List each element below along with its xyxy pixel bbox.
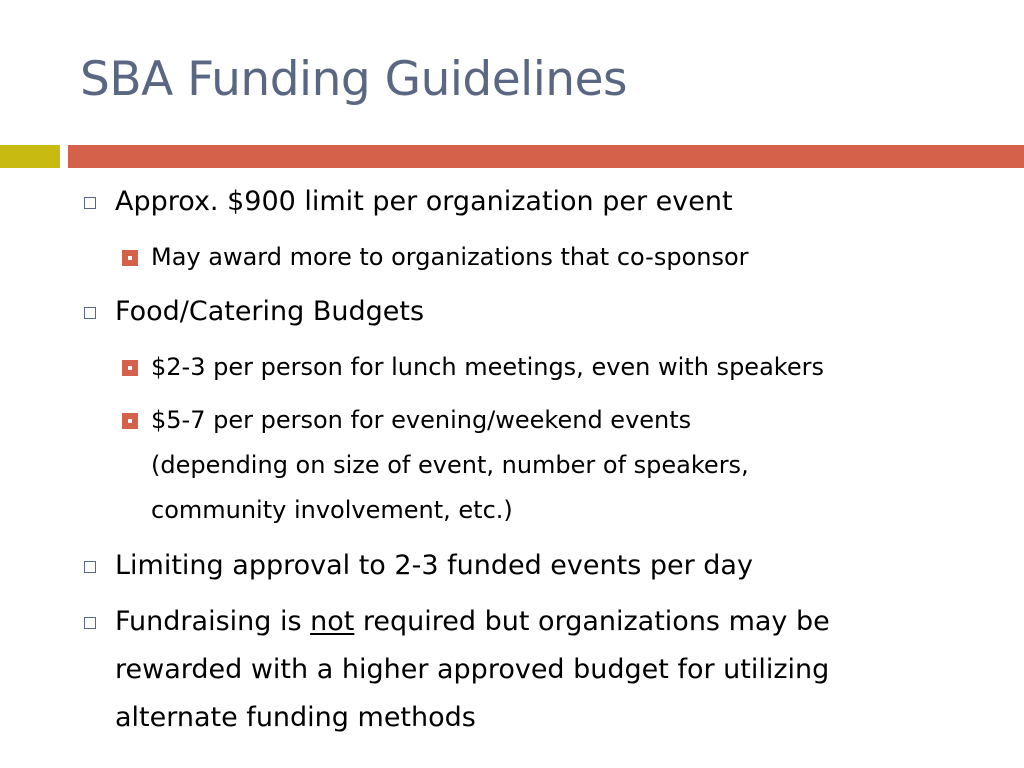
hollow-square-bullet-icon — [84, 617, 96, 629]
sub-bullet-text: May award more to organizations that co-sponsor — [151, 243, 749, 271]
accent-bar-right — [68, 145, 1024, 168]
sub-bullet-text-line: community involvement, etc.) — [151, 496, 513, 524]
filled-square-bullet-icon — [122, 413, 138, 429]
bullet-text: Limiting approval to 2-3 funded events per day — [115, 550, 753, 581]
hollow-square-bullet-icon — [84, 561, 96, 573]
sub-bullet-text: $2-3 per person for lunch meetings, even with speakers — [151, 353, 824, 381]
bullet-text-segment: required but organizations may be — [354, 606, 830, 637]
sub-bullet-text-line: (depending on size of event, number of speakers, — [151, 451, 749, 479]
sub-bullet-text-line: $5-7 per person for evening/weekend events — [151, 406, 692, 434]
accent-bar-left — [0, 145, 60, 168]
bullet-text-segment: Fundraising is — [115, 606, 311, 637]
bullet-text: Food/Catering Budgets — [115, 296, 425, 327]
emphasis-text: not — [310, 606, 355, 637]
slide-title: SBA Funding Guidelines — [80, 52, 627, 107]
filled-square-bullet-icon — [122, 250, 138, 266]
hollow-square-bullet-icon — [84, 307, 96, 319]
hollow-square-bullet-icon — [84, 197, 96, 209]
bullet-text-line — [115, 598, 830, 646]
bullet-text-line: alternate funding methods — [115, 702, 476, 733]
filled-square-bullet-icon — [122, 360, 138, 376]
bullet-text: Approx. $900 limit per organization per event — [115, 186, 733, 217]
bullet-text-line: rewarded with a higher approved budget for utilizing — [115, 654, 830, 685]
